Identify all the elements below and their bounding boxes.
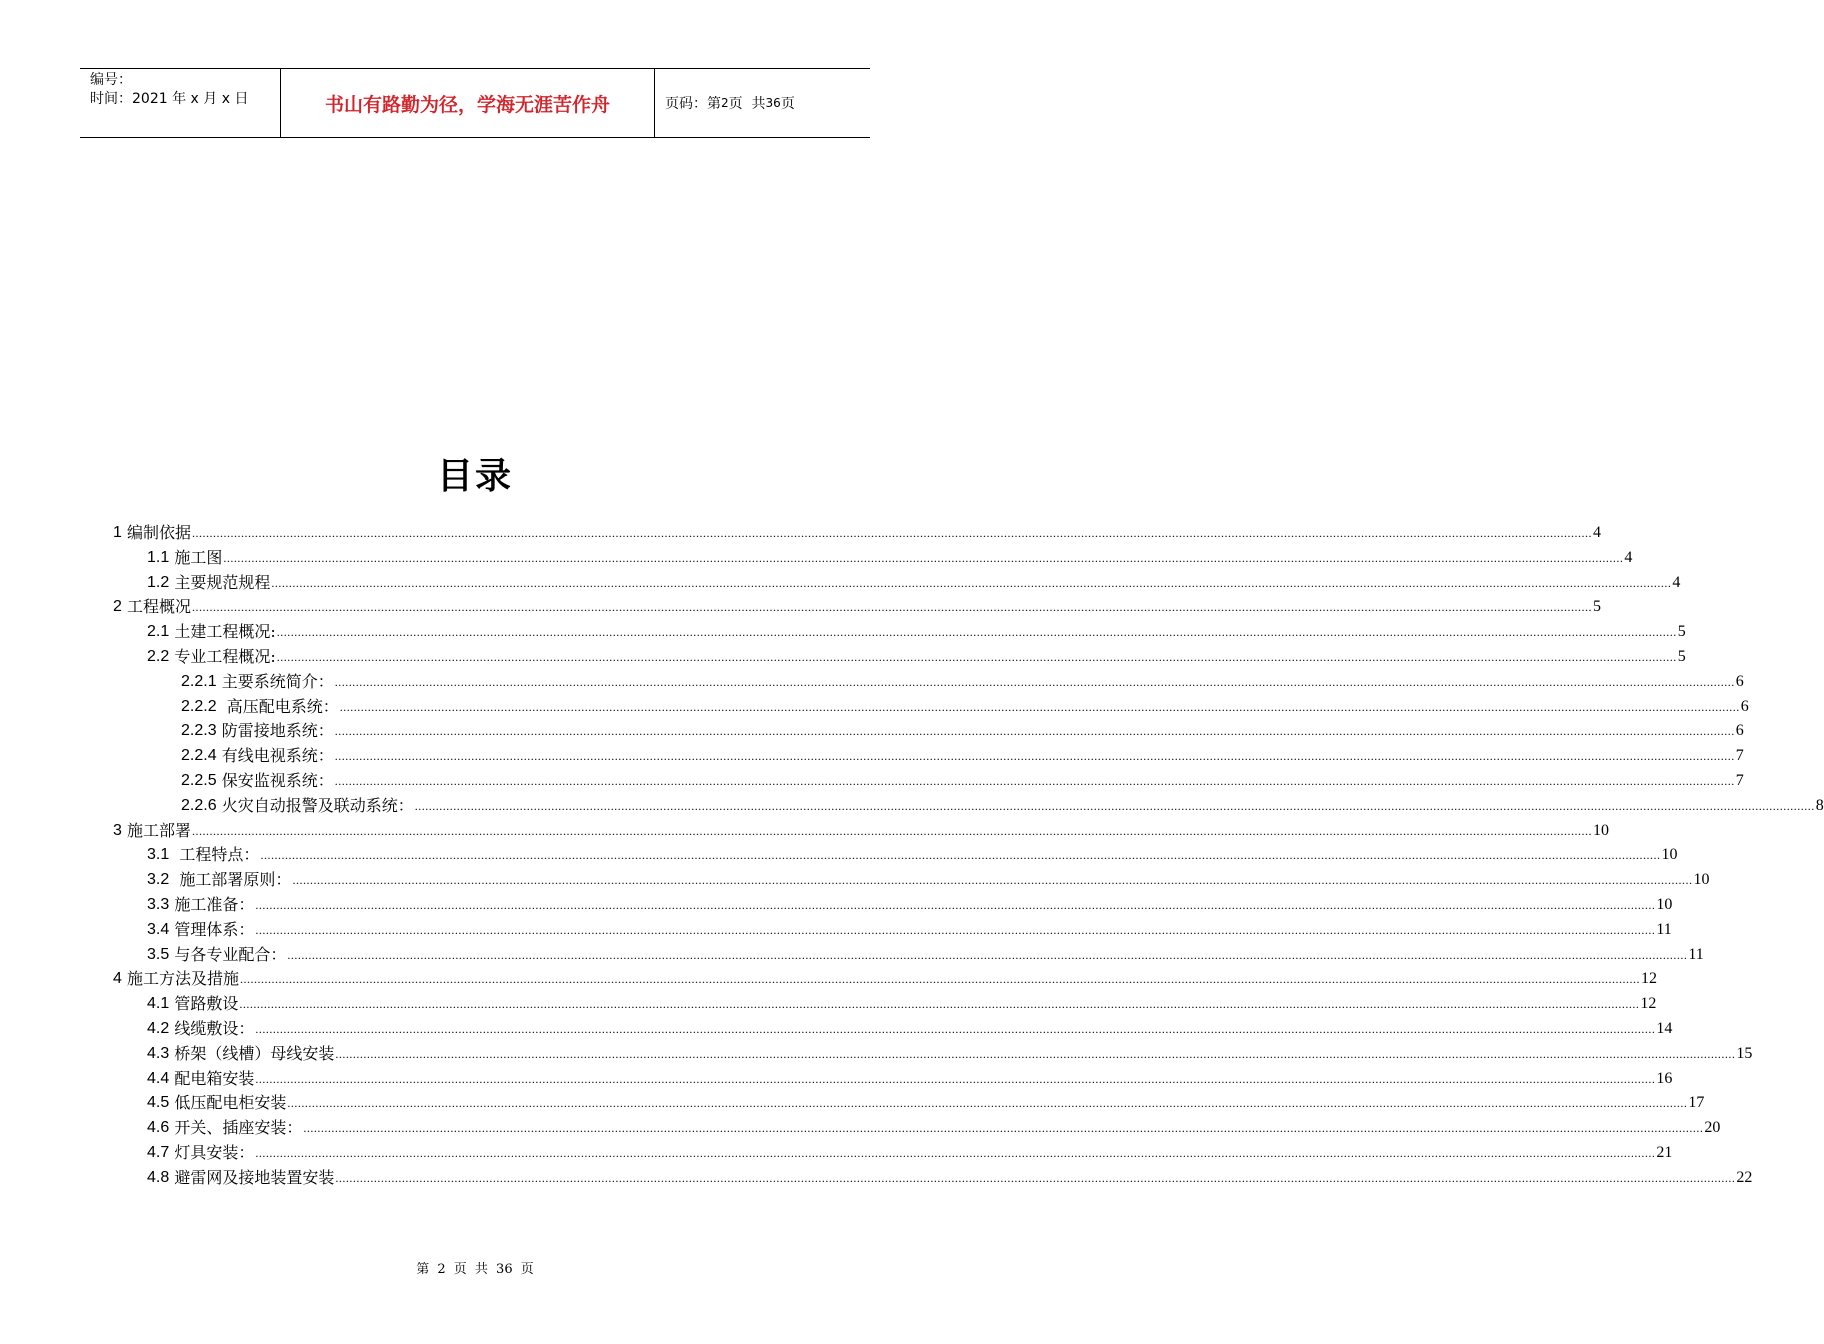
toc-entry[interactable] bbox=[181, 767, 1744, 791]
toc-entry-page: 7 bbox=[1735, 747, 1744, 765]
toc-entry-number: 2.1 bbox=[147, 623, 170, 641]
toc-entry-text: 施工图 bbox=[174, 547, 223, 567]
toc-entry-number: 4.2 bbox=[147, 1020, 170, 1037]
toc-entry-number: 2.2.3 bbox=[181, 722, 217, 740]
toc-entry-number: 3.3 bbox=[147, 896, 170, 913]
toc-entry-number: 2.2.4 bbox=[181, 747, 217, 765]
toc-entry-text: 避雷网及接地装置安装 bbox=[174, 1167, 335, 1187]
toc-entry-text: 高压配电系统： bbox=[221, 696, 339, 716]
toc-entry-number: 3.1 bbox=[147, 846, 170, 864]
toc-entry-text: 施工方法及措施 bbox=[127, 969, 240, 989]
toc-entry[interactable] bbox=[147, 990, 1657, 1014]
toc-entry-page: 8 bbox=[1815, 796, 1824, 814]
toc-entry[interactable] bbox=[147, 891, 1673, 915]
toc-entry-page: 5 bbox=[1593, 598, 1602, 616]
toc-entry-number: 2.2.5 bbox=[181, 772, 217, 789]
toc-entry[interactable] bbox=[147, 1040, 1753, 1064]
toc-entry-text: 施工部署原则： bbox=[174, 870, 292, 890]
code-label: 编号： bbox=[90, 72, 132, 88]
toc-entry[interactable] bbox=[147, 1164, 1753, 1188]
toc-entry[interactable] bbox=[113, 519, 1602, 543]
toc-entry-leader-dots: ................................................................................................................................................................................................................................................................................................................................................................................................................ bbox=[276, 625, 1677, 640]
toc-entry-leader-dots: ................................................................................................................................................................................................................................................................................................................................................................................................................ bbox=[292, 873, 1693, 888]
page-header bbox=[80, 68, 870, 138]
toc-entry-text: 工程特点： bbox=[174, 845, 260, 865]
toc-entry-text: 低压配电柜安装 bbox=[174, 1093, 287, 1113]
toc-entry-number: 4.1 bbox=[147, 995, 170, 1013]
toc-entry-page: 6 bbox=[1735, 722, 1744, 740]
toc-entry-page: 5 bbox=[1677, 648, 1686, 665]
toc-entry-text: 有线电视系统： bbox=[221, 746, 334, 766]
toc-entry-page: 6 bbox=[1735, 672, 1744, 690]
toc-entry-number: 3.4 bbox=[147, 920, 170, 938]
toc-entry-page: 4 bbox=[1593, 524, 1602, 541]
toc-entry-text: 专业工程概况: bbox=[174, 647, 276, 666]
toc-entry-number: 1 bbox=[113, 524, 122, 541]
toc-entry-page: 12 bbox=[1641, 970, 1658, 988]
toc-entry-leader-dots: ................................................................................................................................................................................................................................................................................................................................................................................................................ bbox=[192, 823, 1593, 838]
toc-entry-number: 4.8 bbox=[147, 1168, 170, 1186]
toc-entry[interactable] bbox=[181, 717, 1744, 741]
toc-entry-text: 保安监视系统： bbox=[221, 771, 334, 790]
toc-entry[interactable] bbox=[181, 693, 1749, 717]
toc-entry-leader-dots: ................................................................................................................................................................................................................................................................................................................................................................................................................ bbox=[271, 575, 1672, 590]
toc-entry[interactable] bbox=[181, 792, 1824, 816]
toc-entry[interactable] bbox=[147, 1065, 1673, 1089]
toc-entry-text: 开关、插座安装： bbox=[174, 1118, 303, 1138]
toc-entry-page: 21 bbox=[1656, 1144, 1673, 1161]
toc-entry[interactable] bbox=[113, 593, 1602, 617]
toc-entry-text: 管路敷设 bbox=[174, 994, 239, 1014]
toc-entry-text: 配电箱安装 bbox=[174, 1068, 255, 1088]
toc-entry-number: 2.2.6 bbox=[181, 796, 217, 814]
toc-entry-leader-dots: ................................................................................................................................................................................................................................................................................................................................................................................................................ bbox=[334, 674, 1735, 689]
toc-entry-text: 土建工程概况: bbox=[174, 622, 276, 642]
toc-entry[interactable] bbox=[147, 916, 1672, 940]
toc-entry-number: 2.2 bbox=[147, 648, 170, 665]
toc-entry-leader-dots: ................................................................................................................................................................................................................................................................................................................................................................................................................ bbox=[334, 774, 1735, 788]
toc-entry-leader-dots: ................................................................................................................................................................................................................................................................................................................................................................................................................ bbox=[255, 1146, 1656, 1160]
toc-entry-page: 4 bbox=[1624, 548, 1633, 566]
toc-entry[interactable] bbox=[113, 817, 1610, 841]
toc-entry-page: 12 bbox=[1640, 995, 1657, 1013]
toc-entry-page: 4 bbox=[1672, 573, 1681, 591]
page-prefix: 页码：第 bbox=[665, 96, 721, 112]
toc-entry-number: 4.4 bbox=[147, 1069, 170, 1087]
toc-entry-page: 5 bbox=[1677, 623, 1686, 641]
toc-entry-leader-dots: ................................................................................................................................................................................................................................................................................................................................................................................................................ bbox=[335, 1170, 1736, 1185]
toc-entry-number: 4.7 bbox=[147, 1144, 170, 1161]
page-mid: 页 共 bbox=[728, 96, 766, 112]
toc-entry-leader-dots: ................................................................................................................................................................................................................................................................................................................................................................................................................ bbox=[255, 898, 1656, 912]
toc-entry[interactable] bbox=[147, 941, 1704, 965]
toc-entry[interactable] bbox=[181, 668, 1744, 692]
toc-entry[interactable] bbox=[147, 866, 1710, 890]
toc-entry-text: 主要系统简介： bbox=[221, 671, 334, 691]
toc-entry-leader-dots: ................................................................................................................................................................................................................................................................................................................................................................................................................ bbox=[255, 1022, 1656, 1036]
toc-entry-text: 主要规范规程 bbox=[174, 572, 271, 592]
toc-entry-number: 4.5 bbox=[147, 1094, 170, 1112]
toc-entry-text: 施工准备： bbox=[174, 895, 255, 914]
toc-entry[interactable] bbox=[147, 1114, 1721, 1138]
toc-entry-page: 11 bbox=[1688, 945, 1704, 963]
toc-entry-text: 编制依据 bbox=[127, 523, 192, 542]
toc-entry-page: 20 bbox=[1704, 1119, 1721, 1137]
toc-entry-number: 4.6 bbox=[147, 1119, 170, 1137]
toc-title: 目录 bbox=[436, 456, 513, 497]
toc-entry-leader-dots: ................................................................................................................................................................................................................................................................................................................................................................................................................ bbox=[287, 1096, 1688, 1111]
date-label: 时间：2021 年 x 月 x 日 bbox=[90, 91, 249, 107]
toc-entry-text: 工程概况 bbox=[127, 597, 192, 617]
toc-entry-text: 灯具安装： bbox=[174, 1143, 255, 1162]
toc-entry-page: 6 bbox=[1740, 697, 1749, 715]
toc-entry[interactable] bbox=[147, 544, 1633, 568]
toc-entry-leader-dots: ................................................................................................................................................................................................................................................................................................................................................................................................................ bbox=[414, 798, 1815, 813]
toc-entry-number: 3 bbox=[113, 821, 122, 839]
toc-entry-page: 10 bbox=[1693, 871, 1710, 889]
header-motto: 书山有路勤为径，学海无涯苦作舟 bbox=[281, 69, 655, 137]
toc-entry-leader-dots: ................................................................................................................................................................................................................................................................................................................................................................................................................ bbox=[339, 699, 1740, 714]
toc-entry-text: 火灾自动报警及联动系统： bbox=[221, 795, 414, 815]
page-footer: 第 2 页 共 36 页 bbox=[416, 1262, 534, 1277]
toc-entry-page: 15 bbox=[1736, 1044, 1753, 1062]
page-current: 2 bbox=[721, 96, 729, 110]
toc-entry[interactable] bbox=[147, 1015, 1673, 1039]
toc-entry[interactable] bbox=[147, 643, 1686, 667]
toc-entry-page: 16 bbox=[1656, 1069, 1673, 1087]
toc-entry-leader-dots: ................................................................................................................................................................................................................................................................................................................................................................................................................ bbox=[334, 724, 1735, 739]
toc-entry-number: 3.2 bbox=[147, 871, 170, 889]
toc-entry-page: 11 bbox=[1656, 920, 1672, 938]
toc-entry-number: 1.2 bbox=[147, 573, 170, 591]
toc-entry-leader-dots: ................................................................................................................................................................................................................................................................................................................................................................................................................ bbox=[239, 997, 1640, 1012]
header-page-info bbox=[655, 69, 870, 137]
toc-entry-page: 17 bbox=[1688, 1094, 1705, 1112]
toc-entry[interactable] bbox=[113, 965, 1658, 989]
toc-entry[interactable] bbox=[147, 1089, 1705, 1113]
toc-entry-text: 管理体系： bbox=[174, 919, 255, 939]
toc-entry[interactable] bbox=[181, 742, 1744, 766]
toc-entry-text: 线缆敷设： bbox=[174, 1019, 255, 1038]
toc-entry-leader-dots: ................................................................................................................................................................................................................................................................................................................................................................................................................ bbox=[260, 848, 1661, 863]
header-info-cell bbox=[80, 69, 281, 137]
toc-entry-leader-dots: ................................................................................................................................................................................................................................................................................................................................................................................................................ bbox=[240, 972, 1641, 987]
toc-entry[interactable] bbox=[147, 618, 1686, 642]
toc-entry-page: 7 bbox=[1735, 772, 1744, 789]
toc-entry-page: 10 bbox=[1656, 896, 1673, 913]
toc-entry-leader-dots: ................................................................................................................................................................................................................................................................................................................................................................................................................ bbox=[335, 1046, 1736, 1061]
toc-entry-text: 与各专业配合： bbox=[174, 944, 287, 964]
toc-entry-page: 10 bbox=[1593, 821, 1610, 839]
toc-entry-number: 4.3 bbox=[147, 1044, 170, 1062]
toc-entry-leader-dots: ................................................................................................................................................................................................................................................................................................................................................................................................................ bbox=[192, 600, 1593, 615]
toc-entry-leader-dots: ................................................................................................................................................................................................................................................................................................................................................................................................................ bbox=[303, 1121, 1704, 1136]
toc-entry-text: 施工部署 bbox=[127, 820, 192, 840]
toc-entry[interactable] bbox=[147, 841, 1678, 865]
page-total: 36 bbox=[765, 96, 781, 110]
toc-entry-text: 防雷接地系统： bbox=[221, 721, 334, 741]
toc-entry-leader-dots: ................................................................................................................................................................................................................................................................................................................................................................................................................ bbox=[334, 749, 1735, 764]
toc-entry-number: 2 bbox=[113, 598, 122, 616]
toc-entry-leader-dots: ................................................................................................................................................................................................................................................................................................................................................................................................................ bbox=[255, 922, 1656, 937]
toc-entry-text: 桥架（线槽）母线安装 bbox=[174, 1043, 335, 1063]
toc-entry-leader-dots: ................................................................................................................................................................................................................................................................................................................................................................................................................ bbox=[192, 526, 1593, 540]
toc-entry-number: 1.1 bbox=[147, 548, 170, 566]
toc-entry-number: 4 bbox=[113, 970, 122, 988]
page-suffix: 页 bbox=[780, 96, 795, 112]
toc-entry-leader-dots: ................................................................................................................................................................................................................................................................................................................................................................................................................ bbox=[276, 650, 1677, 664]
toc-entry[interactable] bbox=[147, 569, 1681, 593]
toc-entry-leader-dots: ................................................................................................................................................................................................................................................................................................................................................................................................................ bbox=[223, 550, 1624, 565]
toc-entry-number: 2.2.2 bbox=[181, 697, 217, 715]
toc-entry[interactable] bbox=[147, 1139, 1673, 1163]
toc-entry-page: 10 bbox=[1661, 846, 1678, 864]
toc-entry-number: 2.2.1 bbox=[181, 672, 217, 690]
toc-entry-leader-dots: ................................................................................................................................................................................................................................................................................................................................................................................................................ bbox=[255, 1071, 1656, 1086]
toc-entry-leader-dots: ................................................................................................................................................................................................................................................................................................................................................................................................................ bbox=[287, 947, 1688, 962]
toc-entry-number: 3.5 bbox=[147, 945, 170, 963]
toc-entry-page: 14 bbox=[1656, 1020, 1673, 1037]
toc-entry-page: 22 bbox=[1736, 1168, 1753, 1186]
